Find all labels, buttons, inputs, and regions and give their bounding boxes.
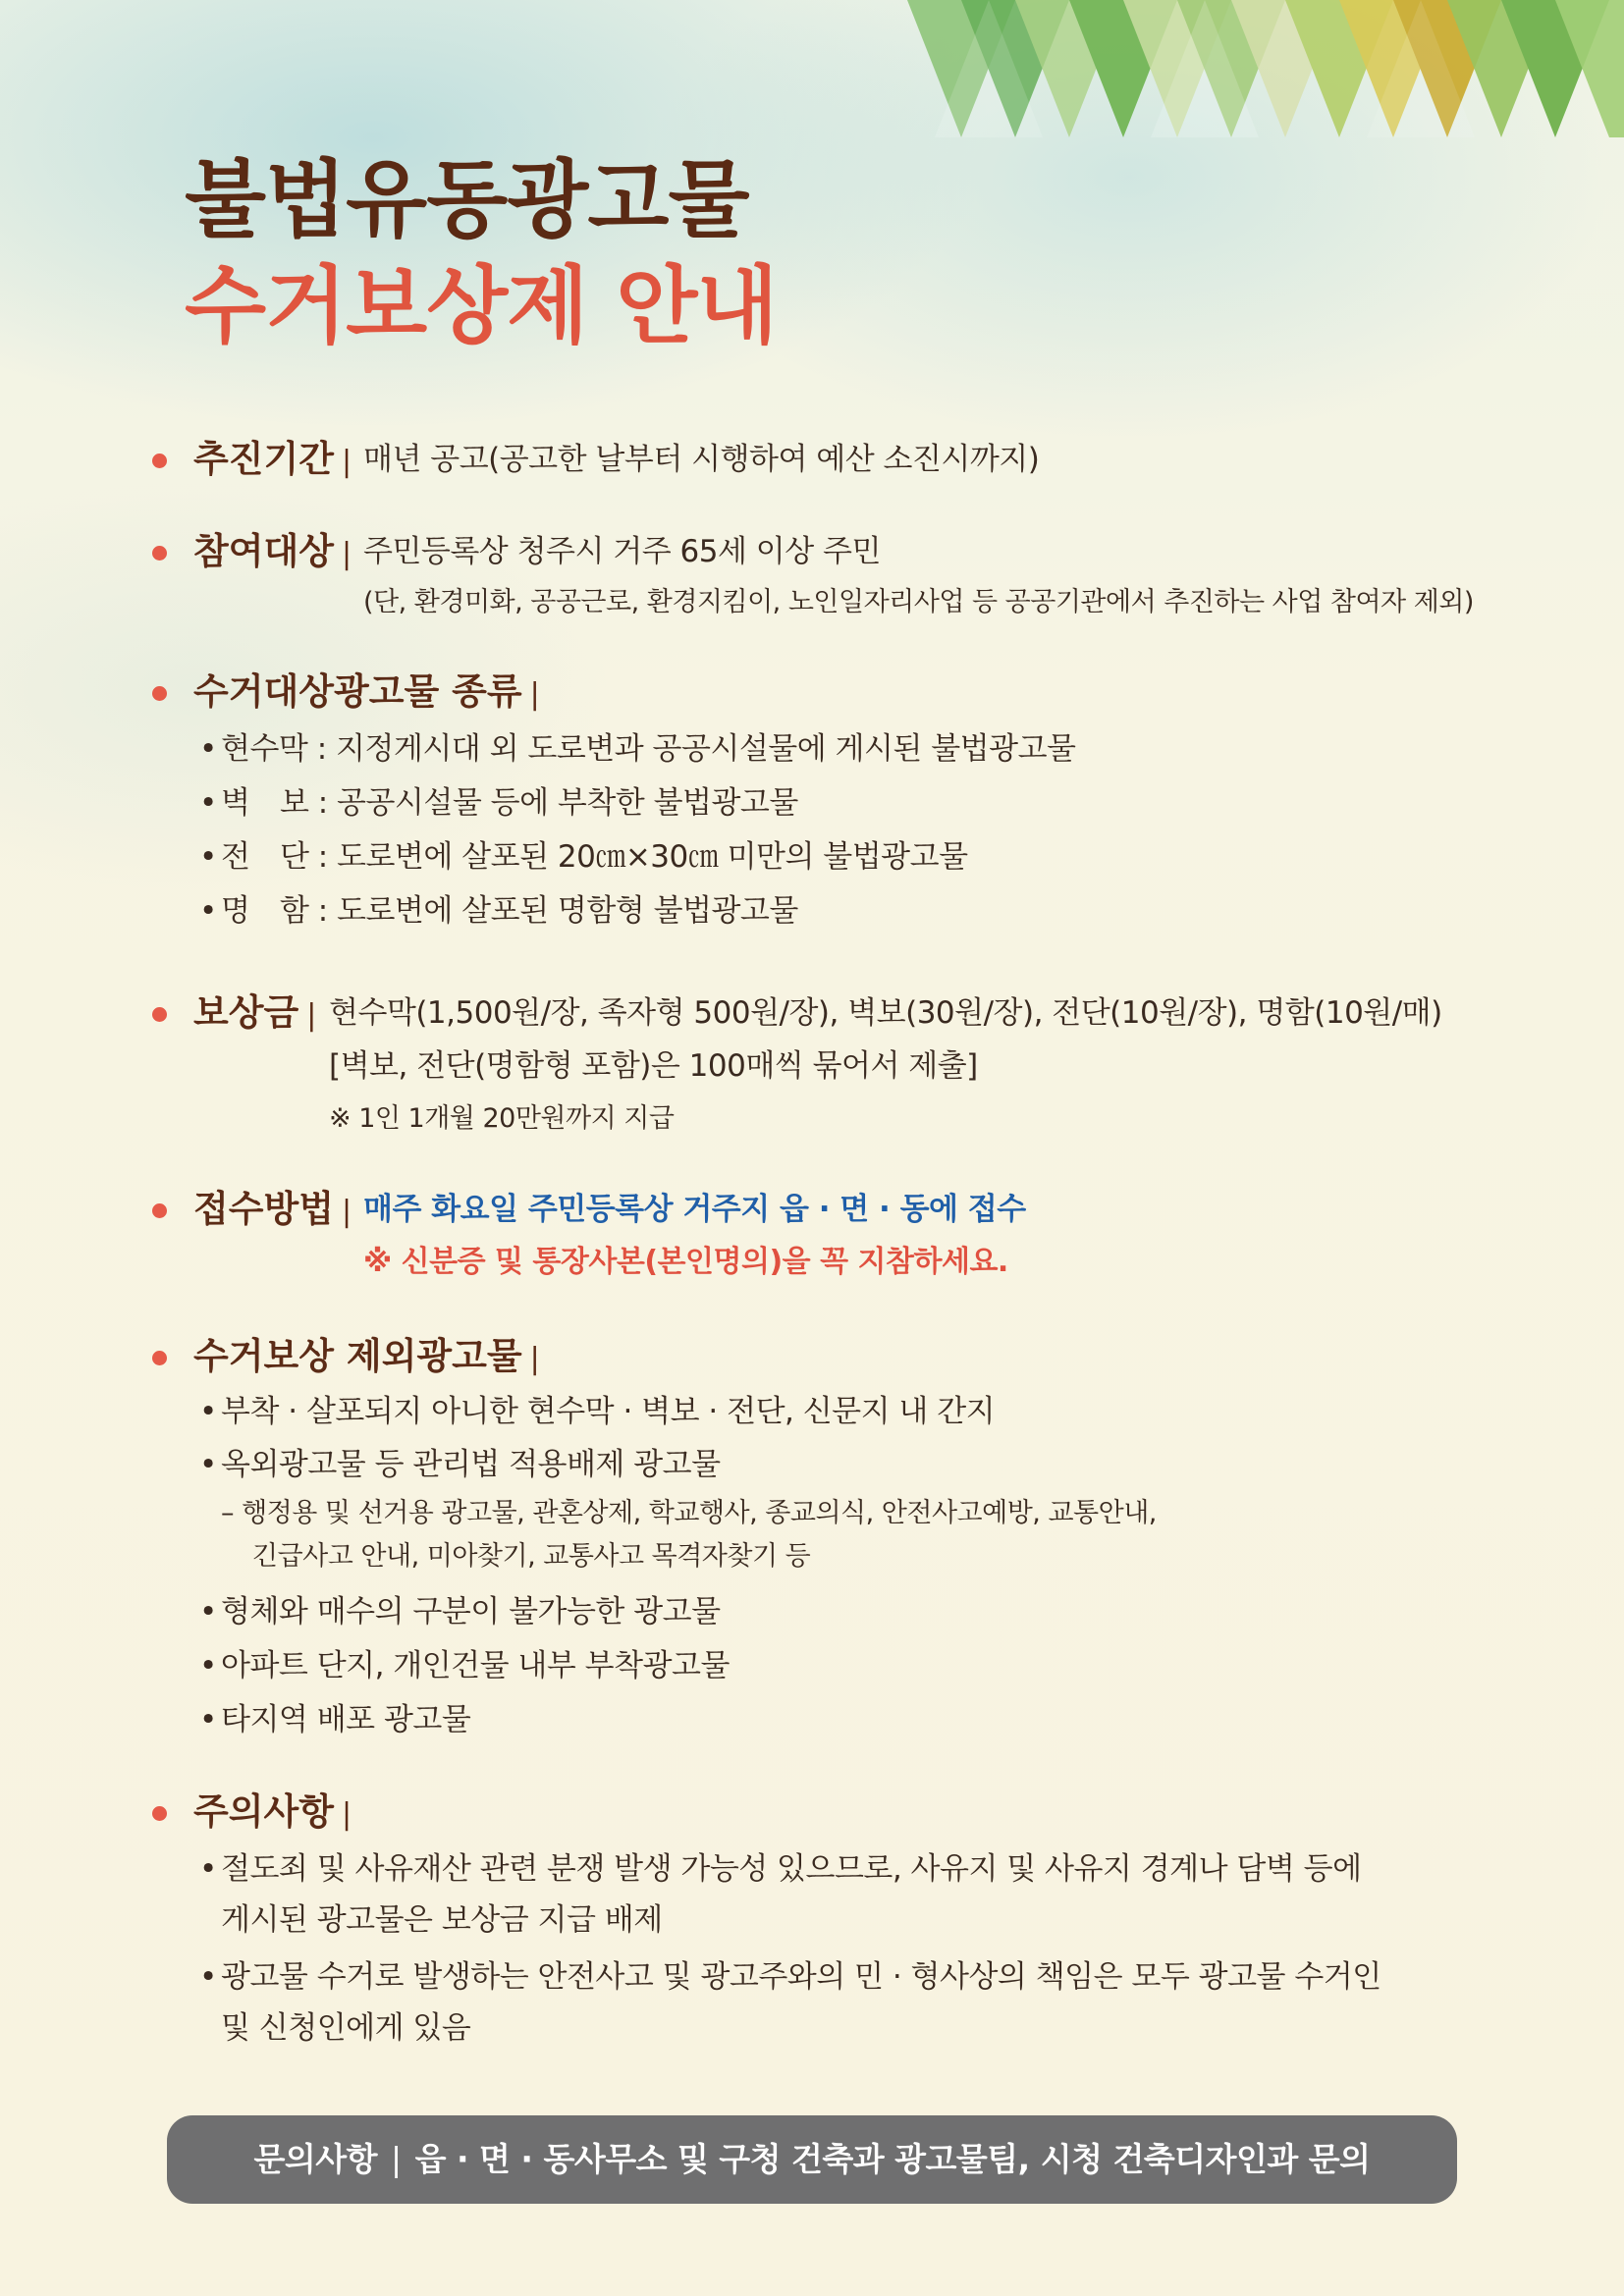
bullet-dot (152, 546, 167, 561)
list-item: • 타지역 배포 광고물 (199, 1702, 471, 1737)
excluded-sub-line-1: – 행정용 및 선거용 광고물, 관혼상제, 학교행사, 종교의식, 안전사고예방, 교통안내, (221, 1498, 1157, 1528)
list-item: • 전 단 : 도로변에 살포된 20㎝×30㎝ 미만의 불법광고물 (199, 839, 968, 875)
bullet-dot (152, 454, 167, 468)
triangle-pattern-decoration (907, 0, 1624, 137)
list-item: • 아파트 단지, 개인건물 내부 부착광고물 (199, 1648, 730, 1683)
section-method-label: 접수방법 (193, 1188, 334, 1230)
reward-rates: 현수막(1,500원/장, 족자형 500원/장), 벽보(30원/장), 전단(10원/장), 명함(10원/매) (329, 995, 1442, 1031)
excluded-sub-line-2: 긴급사고 안내, 미아찾기, 교통사고 목격자찾기 등 (252, 1541, 811, 1572)
section-period-label: 추진기간 (193, 438, 334, 480)
bullet-dot (152, 1203, 167, 1218)
list-item: • 명 함 : 도로변에 살포된 명함형 불법광고물 (199, 893, 798, 929)
reward-bundle-note: [벽보, 전단(명함형 포함)은 100매씩 묶어서 제출] (329, 1048, 978, 1084)
reward-limit-note: ※ 1인 1개월 20만원까지 지급 (329, 1103, 675, 1134)
list-item: • 벽 보 : 공공시설물 등에 부착한 불법광고물 (199, 785, 798, 821)
bullet-dot (152, 686, 167, 701)
method-text: 매주 화요일 주민등록상 거주지 읍 · 면 · 동에 접수 (363, 1192, 1026, 1227)
section-reward-label: 보상금 (193, 991, 299, 1034)
list-item: • 현수막 : 지정게시대 외 도로변과 공공시설물에 게시된 불법광고물 (199, 731, 1076, 767)
list-item: • 옥외광고물 등 관리법 적용배제 광고물 (199, 1447, 721, 1482)
caution-item-2: • 광고물 수거로 발생하는 안전사고 및 광고주와의 민 · 형사상의 책임은 모두 광고물 수거인 (199, 1959, 1381, 1995)
section-excluded-label: 수거보상 제외광고물 (193, 1335, 522, 1377)
caution-item-1: • 절도죄 및 사유재산 관련 분쟁 발생 가능성 있으므로, 사유지 및 사유지 경계나 담벽 등에 (199, 1851, 1362, 1887)
list-item: • 부착 · 살포되지 아니한 현수막 · 벽보 · 전단, 신문지 내 간지 (199, 1394, 996, 1429)
bullet-dot (152, 1007, 167, 1022)
section-caution-label: 주의사항 (193, 1790, 334, 1833)
title-line-2: 수거보상제 안내 (185, 257, 778, 355)
section-types-label: 수거대상광고물 종류 (193, 670, 522, 713)
contact-text: 읍 · 면 · 동사무소 및 구청 건축과 광고물팀, 시청 건축디자인과 문의 (414, 2140, 1371, 2178)
bullet-dot (152, 1351, 167, 1365)
section-target-text: 주민등록상 청주시 거주 65세 이상 주민 (363, 534, 881, 569)
section-period-text: 매년 공고(공고한 날부터 시행하여 예산 소진시까지) (363, 442, 1040, 477)
page-title (185, 147, 777, 359)
contact-banner: 문의사항 | 읍 · 면 · 동사무소 및 구청 건축과 광고물팀, 시청 건축디자인과 문의 (167, 2115, 1457, 2204)
list-item: • 형체와 매수의 구분이 불가능한 광고물 (199, 1594, 721, 1629)
title-line-1: 불법유동광고물 (185, 151, 749, 249)
contact-label: 문의사항 (253, 2140, 378, 2178)
section-target-note: (단, 환경미화, 공공근로, 환경지킴이, 노인일자리사업 등 공공기관에서 추진하는 사업 참여자 제외) (363, 587, 1474, 617)
bullet-dot (152, 1806, 167, 1821)
caution-item-1-cont: 게시된 광고물은 보상금 지급 배제 (221, 1902, 663, 1938)
caution-item-2-cont: 및 신청인에게 있음 (221, 2010, 471, 2046)
method-warning: ※ 신분증 및 통장사본(본인명의)을 꼭 지참하세요. (363, 1245, 1008, 1279)
section-target-label: 참여대상 (193, 530, 334, 572)
